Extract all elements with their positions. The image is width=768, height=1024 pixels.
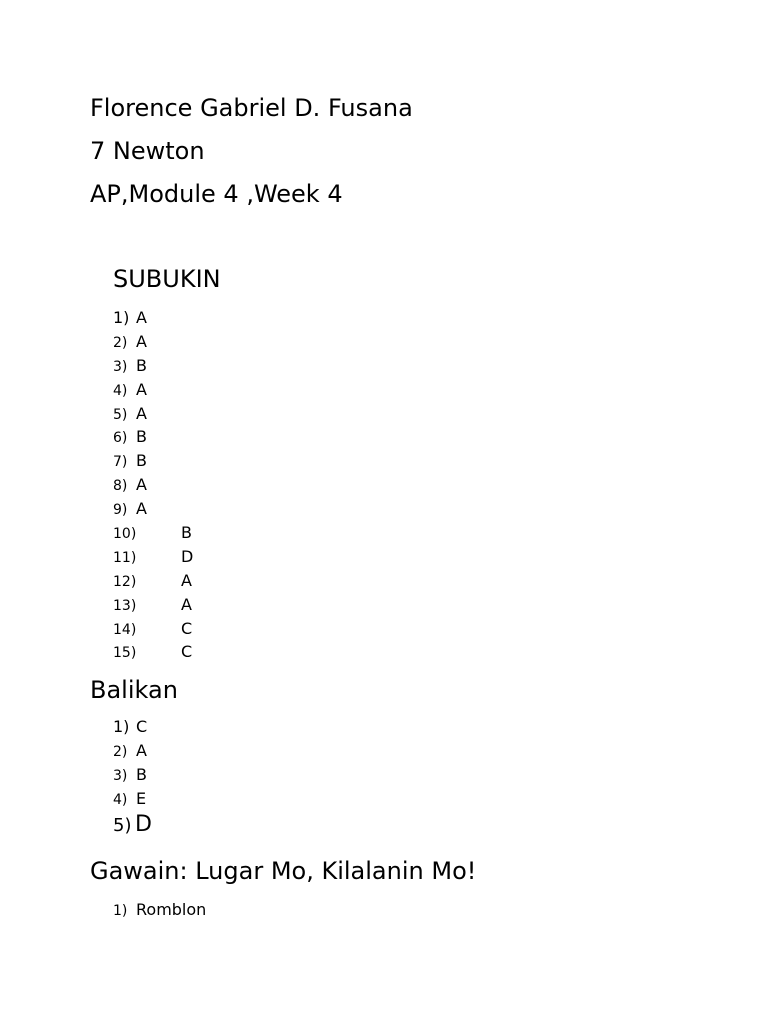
list-item — [113, 449, 147, 473]
item-answer: Romblon — [136, 900, 207, 919]
gawain-list — [113, 898, 207, 922]
item-answer: A — [181, 594, 192, 614]
list-item — [113, 545, 194, 569]
list-item — [113, 378, 147, 402]
item-number: 1) — [113, 903, 128, 919]
item-number: 15) — [113, 645, 137, 662]
item-number: 5) — [113, 814, 132, 836]
student-name: Florence Gabriel D. Fusana — [90, 94, 413, 122]
item-answer: A — [136, 379, 147, 399]
item-number: 6) — [113, 430, 128, 447]
list-item — [113, 739, 147, 763]
item-number: 4) — [113, 382, 128, 399]
list-item — [113, 521, 192, 545]
item-answer: A — [136, 740, 147, 760]
item-number: 7) — [113, 454, 128, 471]
item-answer: A — [181, 570, 192, 590]
gawain-title: Gawain: Lugar Mo, Kilalanin Mo! — [90, 857, 477, 885]
class-section: 7 Newton — [90, 137, 205, 165]
list-item — [113, 640, 193, 664]
item-answer: A — [136, 308, 147, 327]
list-item — [113, 715, 148, 739]
item-answer: B — [136, 427, 147, 447]
item-answer: A — [136, 499, 147, 519]
list-item — [113, 473, 147, 497]
list-item — [113, 569, 192, 593]
item-answer: B — [136, 764, 147, 784]
item-number: 13) — [113, 597, 137, 614]
item-answer: D — [181, 546, 194, 566]
item-answer: A — [136, 331, 147, 351]
list-item — [113, 763, 147, 787]
item-number: 8) — [113, 478, 128, 495]
item-number: 14) — [113, 621, 137, 638]
item-number: 3) — [113, 767, 128, 784]
list-item — [113, 787, 147, 811]
subukin-list — [113, 306, 194, 664]
list-item — [113, 811, 152, 841]
item-answer: D — [135, 811, 152, 837]
item-number: 5) — [113, 406, 128, 423]
item-number: 1) — [113, 308, 130, 327]
item-number: 9) — [113, 502, 128, 519]
item-number: 10) — [113, 526, 137, 543]
item-answer: E — [136, 788, 147, 808]
item-number: 2) — [113, 743, 128, 760]
balikan-title: Balikan — [90, 676, 178, 704]
subukin-title: SUBUKIN — [113, 265, 221, 293]
item-answer: A — [136, 475, 147, 495]
item-answer: C — [136, 717, 148, 736]
list-item — [113, 497, 147, 521]
list-item — [113, 617, 193, 641]
item-number: 1) — [113, 717, 130, 736]
item-number: 4) — [113, 791, 128, 808]
list-item — [113, 330, 147, 354]
item-answer: C — [181, 618, 193, 638]
list-item — [113, 306, 147, 330]
item-number: 12) — [113, 573, 137, 590]
item-answer: A — [136, 403, 147, 423]
item-answer: B — [136, 451, 147, 471]
list-item — [113, 898, 207, 922]
list-item — [113, 354, 147, 378]
list-item — [113, 402, 147, 426]
item-answer: B — [136, 355, 147, 375]
item-answer: C — [181, 642, 193, 662]
item-number: 2) — [113, 334, 128, 351]
item-answer: B — [181, 523, 192, 543]
module-info: AP,Module 4 ,Week 4 — [90, 180, 343, 208]
item-number: 11) — [113, 549, 137, 566]
balikan-list — [113, 715, 152, 841]
list-item — [113, 425, 147, 449]
item-number: 3) — [113, 358, 128, 375]
list-item — [113, 593, 192, 617]
